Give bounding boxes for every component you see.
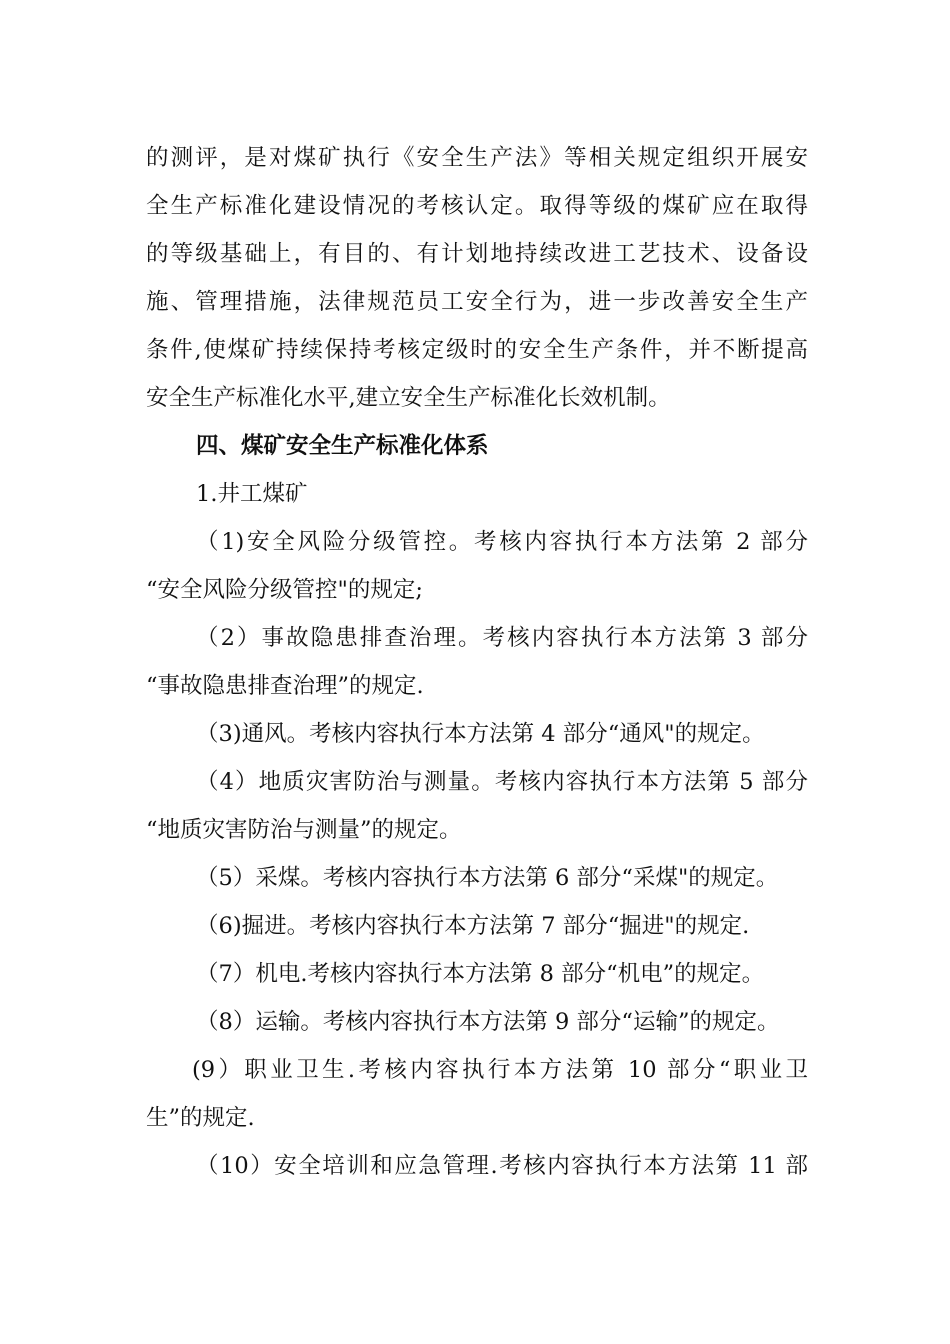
list-item-line: 生”的规定.	[146, 1105, 255, 1131]
paragraph-line: 全生产标准化建设情况的考核认定。取得等级的煤矿应在取得	[146, 193, 808, 219]
list-item-line: “安全风险分级管控"的规定;	[146, 577, 423, 603]
list-item-line: （3)通风。考核内容执行本方法第 4 部分“通风"的规定。	[196, 721, 765, 747]
list-item-line: （7）机电.考核内容执行本方法第 8 部分“机电”的规定。	[196, 961, 765, 987]
paragraph-line: 安全生产标准化水平,建立安全生产标准化长效机制。	[146, 385, 671, 411]
list-item-line: “事故隐患排查治理”的规定.	[146, 673, 424, 699]
document-body	[146, 134, 808, 1190]
list-item-line: （6)掘进。考核内容执行本方法第 7 部分“掘进"的规定.	[196, 913, 750, 939]
list-item-line: “地质灾害防治与测量”的规定。	[146, 817, 462, 843]
paragraph-line: 的测评，是对煤矿执行《安全生产法》等相关规定组织开展安	[146, 145, 808, 171]
list-item-line: （2）事故隐患排查治理。考核内容执行本方法第 3 部分	[196, 625, 808, 651]
list-item-line: (9）职业卫生.考核内容执行本方法第 10 部分“职业卫	[192, 1057, 808, 1083]
list-item-line: （1)安全风险分级管控。考核内容执行本方法第 2 部分	[196, 529, 808, 555]
paragraph-line: 施、管理措施，法律规范员工安全行为，进一步改善安全生产	[146, 289, 808, 315]
list-item-line: （4）地质灾害防治与测量。考核内容执行本方法第 5 部分	[196, 769, 808, 795]
subsection-heading: 1.井工煤矿	[196, 481, 308, 507]
paragraph-line: 的等级基础上，有目的、有计划地持续改进工艺技术、设备设	[146, 241, 808, 267]
section-heading: 四、煤矿安全生产标准化体系	[196, 433, 489, 459]
paragraph-line: 条件,使煤矿持续保持考核定级时的安全生产条件，并不断提高	[146, 337, 808, 363]
list-item-line: （5）采煤。考核内容执行本方法第 6 部分“采煤"的规定。	[196, 865, 779, 891]
list-item-line: （10）安全培训和应急管理.考核内容执行本方法第 11 部	[196, 1153, 808, 1179]
list-item-line: （8）运输。考核内容执行本方法第 9 部分“运输”的规定。	[196, 1009, 780, 1035]
